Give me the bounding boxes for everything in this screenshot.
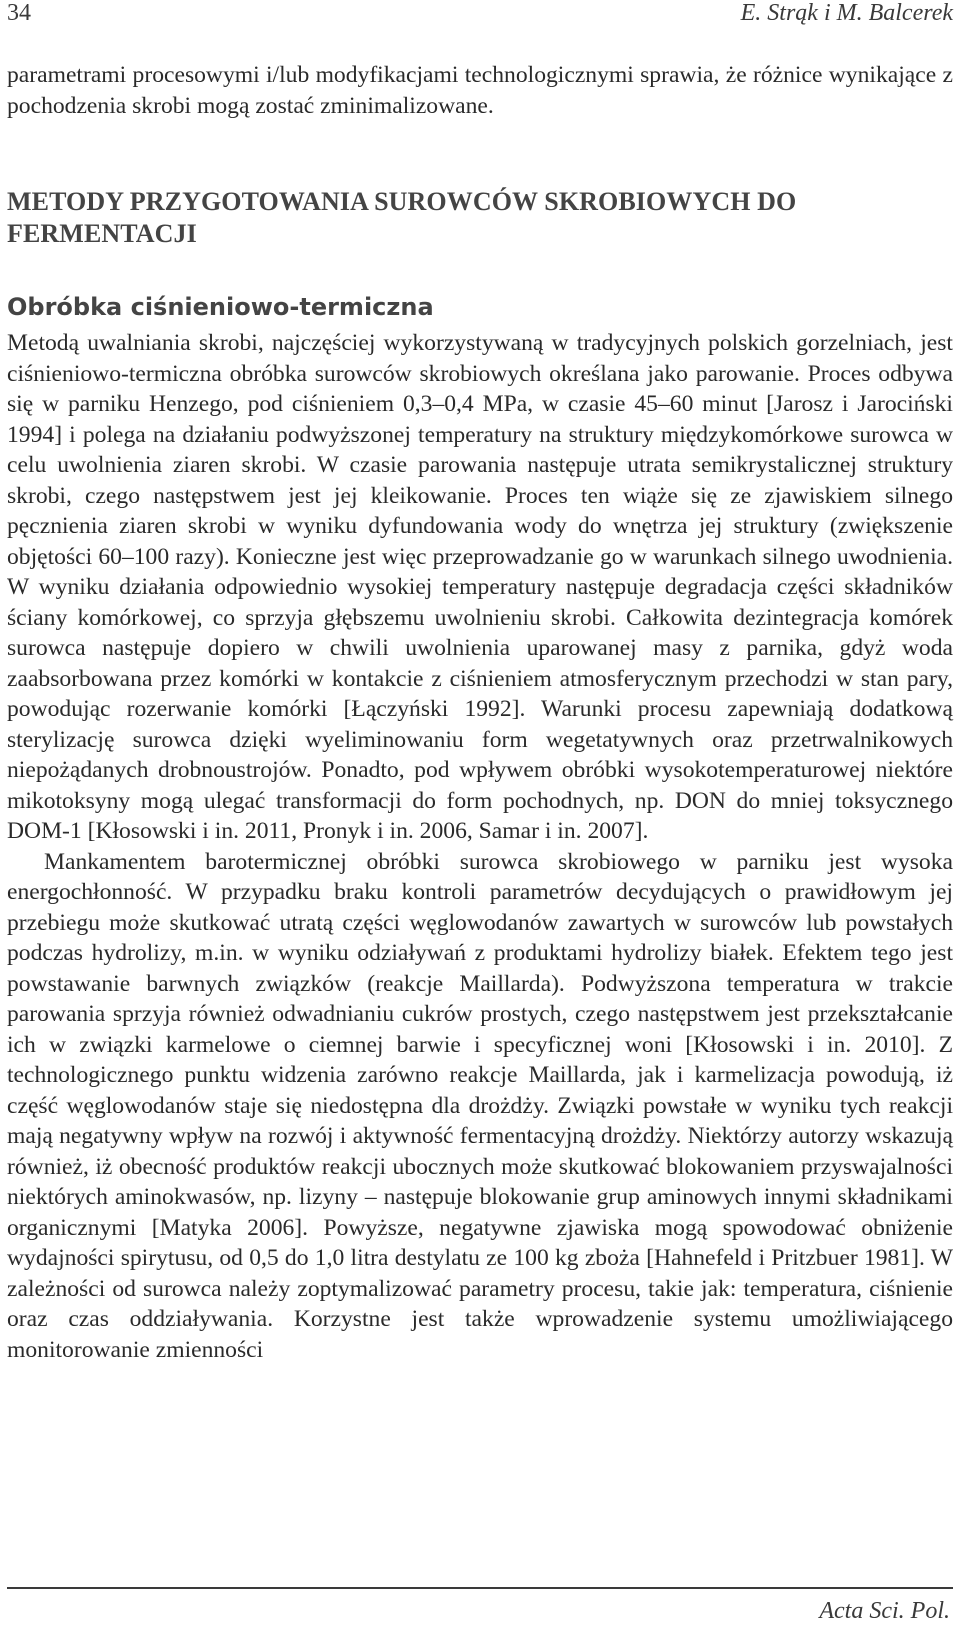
footer-divider bbox=[7, 1587, 953, 1589]
paragraph-2: Mankamentem barotermicznej obróbki surowca skrobiowego w parniku jest wysoka energochłonność. W przypadku braku kontroli parametrów decydujących o prawidłowym jej przebiegu może skutkować utratą części węglowodanów zawartych w surowców lub powstałych podczas hydrolizy, m.in. w wyniku odziaływań z produktami hydrolizy białek. Efektem tego jest powstawanie barwnych związków (reakcje Maillarda). Podwyższona temperatura w trakcie parowania sprzyja również odwadnianiu cukrów prostych, czego następstwem jest przekształcanie ich w związki karmelowe o ciemnej barwie i specyficznej woni [Kłosowski i in. 2010]. Z technologicznego punktu widzenia zarówno reakcje Maillarda, jak i karmelizacja powodują, iż część węglowodanów staje się niedostępna dla drożdży. Związki powstałe w wyniku tych reakcji mają negatywny wpływ na rozwój i aktywność fermentacyjną drożdży. Niektórzy autorzy wskazują również, iż obecność produktów reakcji ubocznych może skutkować blokowaniem przyswajalności niektórych aminokwasów, np. lizyny – następuje blokowanie grup aminowych innymi składnikami organicznymi [Matyka 2006]. Powyższe, negatywne zjawiska mogą spowodować obniżenie wydajności spirytusu, od 0,5 do 1,0 litra destylatu ze 100 kg zboża [Hahnefeld i Pritzbuer 1981]. W zależności od surowca należy zoptymalizować parametry procesu, takie jak: temperatura, ciśnienie oraz czas oddziaływania. Korzystne jest także wprowadzenie systemu umożliwiającego monitorowanie zmienności bbox=[7, 848, 953, 1363]
paragraph-1: Metodą uwalniania skrobi, najczęściej wykorzystywaną w tradycyjnych polskich gorzelniach, jest ciśnieniowo-termiczna obróbka surowców skrobiowych określana jako parowanie. Proces odbywa się w parniku Henzego, pod ciśnieniem 0,3–0,4 MPa, w czasie 45–60 minut [Jarosz i Jarociński 1994] i polega na działaniu podwyższonej temperatury na struktury międzykomórkowe surowca w celu uwolnienia ziaren skrobi. W czasie parowania następuje utrata semikrystalicznej struktury skrobi, czego następstwem jest jej kleikowanie. Proces ten wiąże się ze zjawiskiem silnego pęcznienia ziaren skrobi w wyniku dyfundowania wody do wnętrza jej struktury (zwiększenie objętości 60–100 razy). Konieczne jest więc przeprowadzanie go w warunkach silnego uwodnienia. W wyniku działania odpowiednio wysokiej temperatury następuje degradacja części składników ściany komórkowej, co sprzyja głębszemu uwolnieniu skrobi. Całkowita dezintegracja komórek surowca następuje dopiero w chwili uwolnienia uparowanej masy z parnika, gdyż woda zaabsorbowana przez komórki w kontakcie z ciśnieniem atmosferycznym przechodzi w stan pary, powodując rozerwanie komórki [Łączyński 1992]. Warunki procesu zapewniają dodatkową sterylizację surowca dzięki wyeliminowaniu form wegetatywnych oraz przetrwalnikowych niepożądanych drobnoustrojów. Ponadto, pod wpływem obróbki wysokotemperaturowej niektóre mikotoksyny mogą ulegać transformacji do form pochodnych, np. DON do mniej toksycznego DOM-1 [Kłosowski i in. 2011, Pronyk i in. 2006, Samar i in. 2007]. bbox=[7, 330, 953, 844]
body-text bbox=[7, 328, 953, 1365]
page-number: 34 bbox=[7, 0, 31, 26]
section-heading: METODY PRZYGOTOWANIA SUROWCÓW SKROBIOWYCH DO FERMENTACJI bbox=[7, 187, 797, 248]
intro-paragraph: parametrami procesowymi i/lub modyfikacjami technologicznymi sprawia, że różnice wynikające z pochodzenia skrobi mogą zostać zminimalizowane. bbox=[7, 62, 953, 119]
page-header bbox=[7, 0, 953, 40]
subsection-heading: Obróbka ciśnieniowo-termiczna bbox=[7, 293, 434, 321]
footer-journal-name: Acta Sci. Pol. bbox=[819, 1598, 950, 1624]
running-head-authors: E. Strąk i M. Balcerek bbox=[740, 0, 953, 26]
